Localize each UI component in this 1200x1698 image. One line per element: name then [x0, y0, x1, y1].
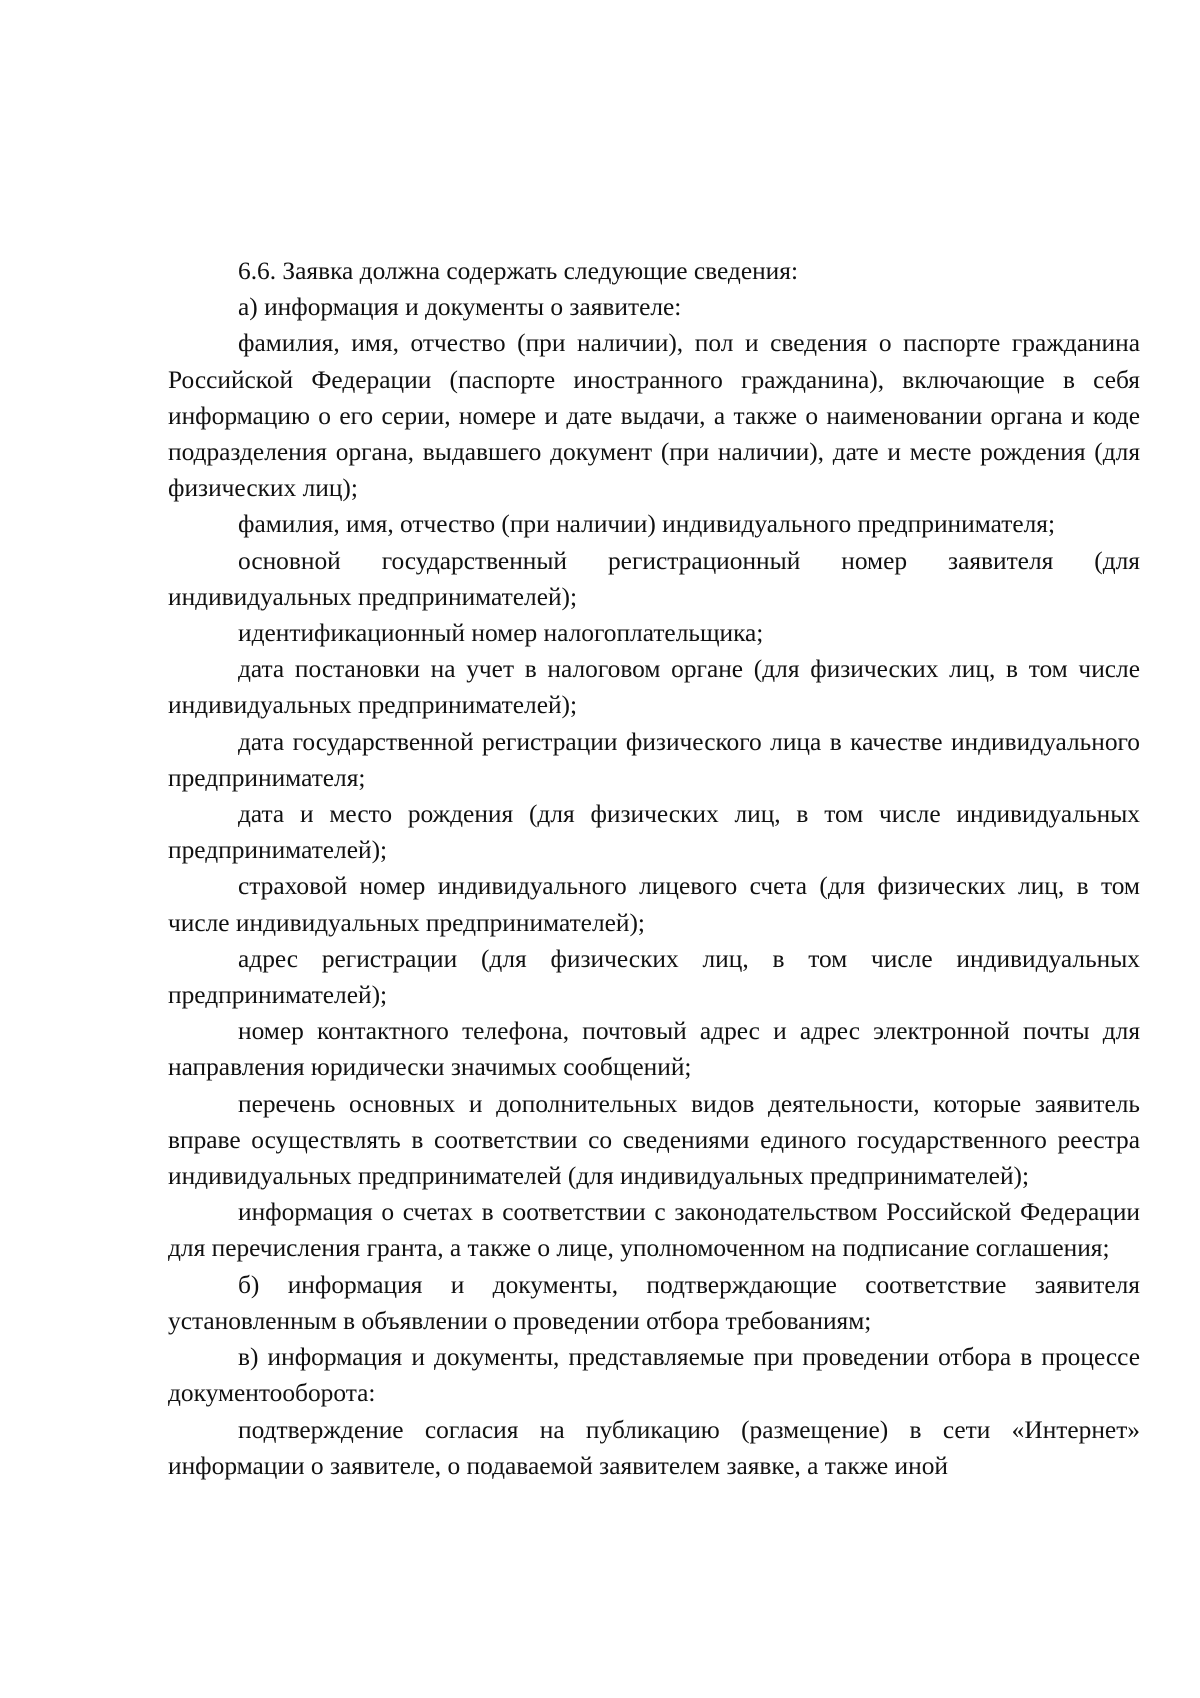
- paragraph-entrepreneur-name: фамилия, имя, отчество (при наличии) индивидуального предпринимателя;: [238, 510, 1055, 539]
- paragraph-bank-accounts: информация о счетах в соответствии с законодательством Российской Федерации для перечисления гранта, а также о лице, уполномоченном на подписание соглашения;: [168, 1198, 1140, 1263]
- paragraph-item-v: в) информация и документы, представляемые при проведении отбора в процессе документооборота:: [168, 1343, 1140, 1408]
- paragraph-publication-consent: подтверждение согласия на публикацию (размещение) в сети «Интернет» информации о заявителе, о подаваемой заявителем заявке, а также иной: [168, 1415, 1140, 1480]
- paragraph-passport-details: фамилия, имя, отчество (при наличии), пол и сведения о паспорте гражданина Российской Федерации (паспорте иностранного гражданина), включающие в себя информацию о его серии, номере и дате выдачи, а также о наименовании органа и коде подразделения органа, выдавшего документ (при наличии), дате и месте рождения (для физических лиц);: [168, 329, 1140, 503]
- paragraph-birth-date-place: дата и место рождения (для физических лиц, в том числе индивидуальных предпринимателей);: [168, 800, 1140, 865]
- paragraph-activity-types: перечень основных и дополнительных видов деятельности, которые заявитель вправе осуществлять в соответствии со сведениями единого государственного реестра индивидуальных предпринимателей (для индивидуальных предпринимателей);: [168, 1089, 1140, 1191]
- paragraph-contacts: номер контактного телефона, почтовый адрес и адрес электронной почты для направления юридически значимых сообщений;: [168, 1017, 1140, 1082]
- paragraph-ogrn: основной государственный регистрационный номер заявителя (для индивидуальных предпринимателей);: [168, 546, 1140, 611]
- paragraph-item-b: б) информация и документы, подтверждающие соответствие заявителя установленным в объявлении о проведении отбора требованиям;: [168, 1270, 1140, 1335]
- paragraph-snils: страховой номер индивидуального лицевого счета (для физических лиц, в том числе индивидуальных предпринимателей);: [168, 872, 1140, 937]
- paragraph-registration-address: адрес регистрации (для физических лиц, в том числе индивидуальных предпринимателей);: [168, 944, 1140, 1010]
- paragraph-inn: идентификационный номер налогоплательщика;: [238, 619, 764, 648]
- paragraph-state-registration-date: дата государственной регистрации физического лица в качестве индивидуального предпринимателя;: [168, 727, 1140, 792]
- paragraph-item-a: а) информация и документы о заявителе:: [238, 293, 682, 322]
- paragraph-6-6-heading: 6.6. Заявка должна содержать следующие сведения:: [238, 257, 799, 285]
- paragraph-tax-registration-date: дата постановки на учет в налоговом органе (для физических лиц, в том числе индивидуальных предпринимателей);: [168, 655, 1140, 720]
- document-body: [168, 253, 1140, 1484]
